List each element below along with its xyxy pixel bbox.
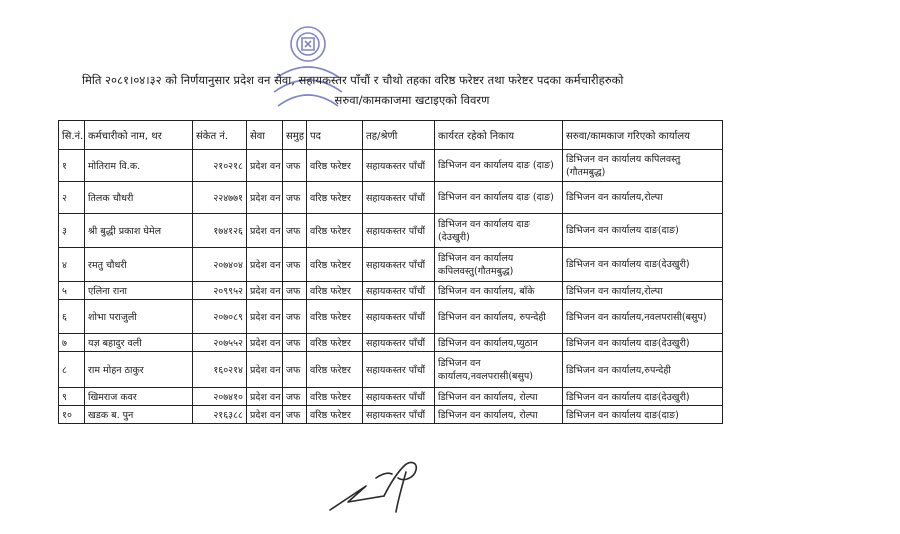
cell-service: प्रदेश वन [247, 388, 283, 406]
table-row [59, 282, 723, 300]
cell-level: सहायकस्तर पाँचौं [363, 214, 435, 248]
table-header-row [59, 121, 723, 150]
cell-name: एलिना राना [85, 282, 193, 300]
cell-current-office: डिभिजन वन कार्यालय दाङ (दाङ) [435, 150, 563, 182]
cell-new-office: डिभिजन वन कार्यालय,रोल्पा [563, 182, 723, 214]
column-header: सि.नं. [59, 121, 85, 150]
cell-new-office: डिभिजन वन कार्यालय दाङ(देउखुरी) [563, 334, 723, 352]
table-row [59, 300, 723, 334]
cell-level: सहायकस्तर पाँचौं [363, 282, 435, 300]
cell-sn: १ [59, 150, 85, 182]
table-row [59, 406, 723, 424]
cell-name: यज्ञ बहादुर वली [85, 334, 193, 352]
cell-name: खिमराज कवर [85, 388, 193, 406]
cell-service: प्रदेश वन [247, 182, 283, 214]
cell-code: २०७४१० [193, 388, 247, 406]
cell-service: प्रदेश वन [247, 248, 283, 282]
cell-level: सहायकस्तर पाँचौं [363, 334, 435, 352]
cell-service: प्रदेश वन [247, 334, 283, 352]
column-header: सेवा [247, 121, 283, 150]
column-header: कर्मचारीको नाम, थर [85, 121, 193, 150]
column-header: संकेत नं. [193, 121, 247, 150]
cell-service: प्रदेश वन [247, 406, 283, 424]
cell-post: वरिष्ठ फरेष्टर [307, 214, 363, 248]
cell-new-office: डिभिजन वन कार्यालय दाङ(दाङ) [563, 406, 723, 424]
cell-group: जफ [283, 214, 307, 248]
cell-post: वरिष्ठ फरेष्टर [307, 352, 363, 388]
cell-service: प्रदेश वन [247, 214, 283, 248]
cell-group: जफ [283, 150, 307, 182]
cell-sn: ८ [59, 352, 85, 388]
cell-group: जफ [283, 300, 307, 334]
table-row [59, 352, 723, 388]
cell-level: सहायकस्तर पाँचौं [363, 352, 435, 388]
cell-new-office: डिभिजन वन कार्यालय कपिलवस्तु (गौतमबुद्ध) [563, 150, 723, 182]
cell-code: २०७४०४ [193, 248, 247, 282]
cell-current-office: डिभिजन वन कार्यालय, रोल्पा [435, 406, 563, 424]
cell-new-office: डिभिजन वन कार्यालय दाङ(दाङ) [563, 214, 723, 248]
cell-sn: ९ [59, 388, 85, 406]
heading-line-1: मिति २०८१।०४।३२ को निर्णयानुसार प्रदेश वन सेवा, सहायकस्तर पाँचौं र चौथो तहका वरिष्ठ फरेष्टर तथा फरेष्टर पदका कर्मचारीहरुको [82, 73, 624, 87]
cell-service: प्रदेश वन [247, 352, 283, 388]
table-row [59, 248, 723, 282]
cell-current-office: डिभिजन वन कार्यालय कपिलवस्तु(गौतमबुद्ध) [435, 248, 563, 282]
handwritten-signature [326, 456, 436, 518]
cell-sn: १० [59, 406, 85, 424]
cell-level: सहायकस्तर पाँचौं [363, 406, 435, 424]
cell-current-office: डिभिजन वन कार्यालय, रोल्पा [435, 388, 563, 406]
cell-code: २०७०८९ [193, 300, 247, 334]
cell-level: सहायकस्तर पाँचौं [363, 150, 435, 182]
cell-code: २०७५५२ [193, 334, 247, 352]
cell-post: वरिष्ठ फरेष्टर [307, 300, 363, 334]
cell-name: रमतु चौधरी [85, 248, 193, 282]
cell-sn: ४ [59, 248, 85, 282]
cell-code: १७४१२६ [193, 214, 247, 248]
table-row [59, 334, 723, 352]
cell-name: तिलक चौधरी [85, 182, 193, 214]
cell-group: जफ [283, 352, 307, 388]
cell-level: सहायकस्तर पाँचौं [363, 388, 435, 406]
cell-post: वरिष्ठ फरेष्टर [307, 282, 363, 300]
table-row [59, 150, 723, 182]
cell-level: सहायकस्तर पाँचौं [363, 300, 435, 334]
cell-service: प्रदेश वन [247, 300, 283, 334]
cell-new-office: डिभिजन वन कार्यालय,रुपन्देही [563, 352, 723, 388]
column-header: तह/श्रेणी [363, 121, 435, 150]
cell-group: जफ [283, 334, 307, 352]
table-row [59, 182, 723, 214]
cell-level: सहायकस्तर पाँचौं [363, 248, 435, 282]
cell-current-office: डिभिजन वन कार्यालय,नवलपरासी(बसुप) [435, 352, 563, 388]
cell-new-office: डिभिजन वन कार्यालय,रोल्पा [563, 282, 723, 300]
cell-name: खडक ब. पुन [85, 406, 193, 424]
cell-current-office: डिभिजन वन कार्यालय, बाँके [435, 282, 563, 300]
cell-group: जफ [283, 248, 307, 282]
cell-name: राम मोहन ठाकुर [85, 352, 193, 388]
cell-level: सहायकस्तर पाँचौं [363, 182, 435, 214]
cell-post: वरिष्ठ फरेष्टर [307, 388, 363, 406]
column-header: समुह [283, 121, 307, 150]
cell-current-office: डिभिजन वन कार्यालय,प्युठान [435, 334, 563, 352]
heading-line-2: सरुवा/कामकाजमा खटाइएको विवरण [334, 93, 490, 107]
cell-sn: ७ [59, 334, 85, 352]
cell-sn: ५ [59, 282, 85, 300]
transfer-table [58, 120, 723, 424]
cell-sn: ३ [59, 214, 85, 248]
cell-group: जफ [283, 182, 307, 214]
cell-name: शोभा पराजुली [85, 300, 193, 334]
column-header: कार्यरत रहेको निकाय [435, 121, 563, 150]
document-heading [82, 70, 722, 110]
cell-group: जफ [283, 406, 307, 424]
cell-code: २१६३८८ [193, 406, 247, 424]
cell-post: वरिष्ठ फरेष्टर [307, 182, 363, 214]
cell-current-office: डिभिजन वन कार्यालय दाङ (दाङ) [435, 182, 563, 214]
cell-new-office: डिभिजन वन कार्यालय,नवलपरासी(बसुप) [563, 300, 723, 334]
table-row [59, 388, 723, 406]
cell-post: वरिष्ठ फरेष्टर [307, 248, 363, 282]
cell-code: २०९९५२ [193, 282, 247, 300]
cell-sn: ६ [59, 300, 85, 334]
table-row [59, 214, 723, 248]
column-header: सरुवा/कामकाज गरिएको कार्यालय [563, 121, 723, 150]
cell-current-office: डिभिजन वन कार्यालय दाङ (देउखुरी) [435, 214, 563, 248]
cell-code: २१०२१८ [193, 150, 247, 182]
cell-name: श्री बुद्धी प्रकाश घेमेल [85, 214, 193, 248]
cell-sn: २ [59, 182, 85, 214]
cell-code: १६०२१४ [193, 352, 247, 388]
cell-service: प्रदेश वन [247, 150, 283, 182]
cell-new-office: डिभिजन वन कार्यालय दाङ(देउखुरी) [563, 248, 723, 282]
cell-service: प्रदेश वन [247, 282, 283, 300]
cell-group: जफ [283, 388, 307, 406]
cell-post: वरिष्ठ फरेष्टर [307, 150, 363, 182]
cell-post: वरिष्ठ फरेष्टर [307, 406, 363, 424]
column-header: पद [307, 121, 363, 150]
cell-new-office: डिभिजन वन कार्यालय दाङ(देउखुरी) [563, 388, 723, 406]
cell-post: वरिष्ठ फरेष्टर [307, 334, 363, 352]
cell-current-office: डिभिजन वन कार्यालय, रुपन्देही [435, 300, 563, 334]
cell-name: मोतिराम वि.क. [85, 150, 193, 182]
cell-group: जफ [283, 282, 307, 300]
cell-code: २२४७७१ [193, 182, 247, 214]
